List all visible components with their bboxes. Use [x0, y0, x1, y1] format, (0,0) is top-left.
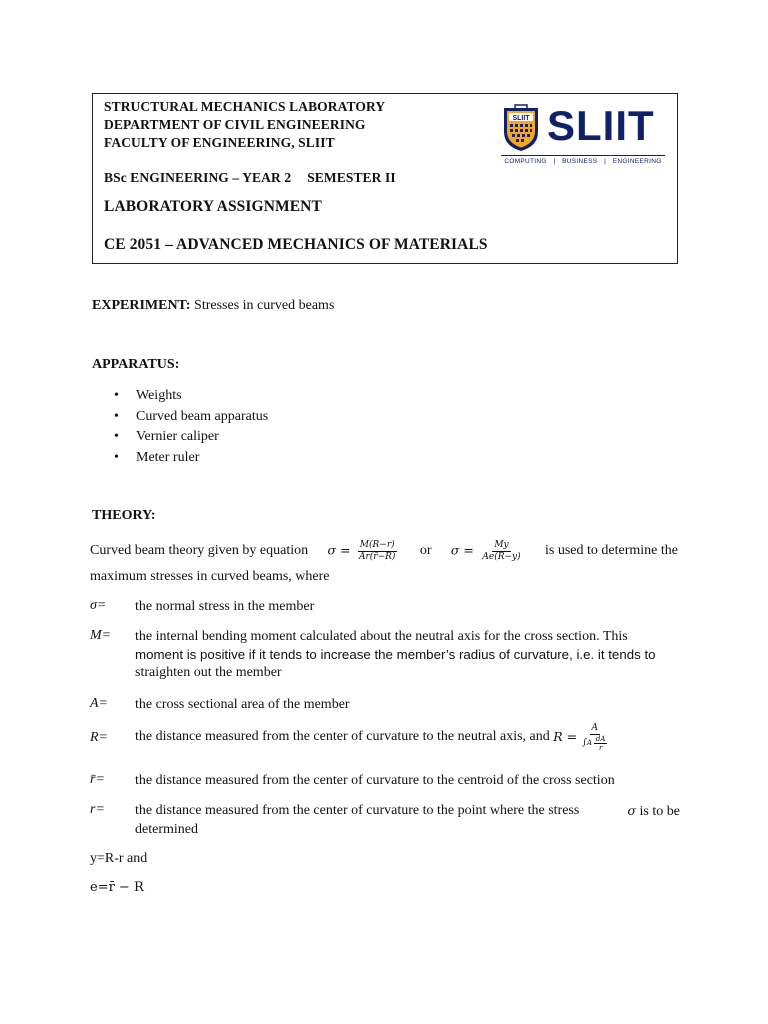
tagline-business: BUSINESS [562, 158, 598, 165]
header-box [92, 93, 678, 264]
eq1-fraction [357, 540, 397, 563]
dA: dA [595, 734, 606, 743]
experiment-value: Stresses in curved beams [194, 298, 335, 313]
or-text: or [419, 543, 432, 558]
apparatus-heading: APPARATUS: [92, 357, 180, 372]
apparatus-list [114, 388, 268, 470]
intro-line-1 [90, 535, 678, 567]
semester-label: SEMESTER II [307, 170, 396, 185]
list-item: • Weights [114, 388, 268, 409]
moment-line-1: the internal bending moment calculated about the neutral axis for the cross section. This [135, 629, 628, 644]
intro-before: Curved beam theory given by equation [90, 543, 309, 558]
sliit-wordmark: SLIIT [547, 102, 655, 149]
def-text-radius [135, 722, 680, 752]
theory-heading: THEORY: [92, 508, 156, 523]
def-symbol-moment: M= [90, 628, 112, 643]
r-line-1 [135, 802, 680, 821]
integral-sub: A [586, 738, 592, 747]
intro-line-2: maximum stresses in curved beams, where [90, 569, 330, 584]
eq2-lhs: σ = [450, 542, 474, 558]
eq2-numerator: My [494, 539, 509, 550]
r-eq-denominator [580, 735, 609, 752]
radius-text: the distance measured from the center of curvature to the neutral axis, and [135, 729, 550, 745]
experiment-label: EXPERIMENT: [92, 298, 191, 313]
def-text-moment [135, 628, 680, 682]
sliit-logo [501, 104, 667, 164]
intro-after: is used to determine the [545, 543, 678, 558]
logo-tagline [501, 158, 665, 165]
equation-1 [328, 540, 401, 563]
r-den: r [599, 743, 603, 752]
faculty-name: FACULTY OF ENGINEERING, SLIIT [104, 135, 335, 150]
moment-line-2: moment is positive if it tends to increase the member’s radius of curvature, i.e. it tends to [135, 647, 656, 662]
eq1-lhs: σ = [327, 542, 351, 558]
sliit-crest-icon [501, 104, 541, 152]
department-name: DEPARTMENT OF CIVIL ENGINEERING [104, 117, 366, 132]
equation-2 [451, 540, 526, 563]
eq1-numerator: M(R−r) [359, 539, 395, 550]
r-eq-numerator: A [591, 722, 599, 733]
def-symbol-sigma: σ= [90, 598, 107, 613]
list-item: • Curved beam apparatus [114, 409, 268, 430]
y-definition: y=R-r and [90, 851, 148, 866]
experiment-line [92, 298, 334, 314]
r-sigma: σ [627, 803, 637, 818]
dA-over-r [594, 735, 608, 752]
def-text-rbar: the distance measured from the center of curvature to the centroid of the cross section [135, 773, 615, 788]
eq1-denominator: Ar(r̄−R) [358, 551, 396, 562]
course-title: CE 2051 – ADVANCED MECHANICS OF MATERIALS [104, 236, 488, 253]
r-text: the distance measured from the center of curvature to the point where the stress [135, 803, 580, 818]
assignment-title: LABORATORY ASSIGNMENT [104, 198, 322, 215]
moment-line-3: straighten out the member [135, 665, 282, 680]
eq2-denominator: Ae(R−y) [482, 551, 521, 562]
r-eq-lhs: R = [553, 729, 578, 744]
integral-sign: ∫ [582, 737, 587, 748]
program-label: BSc ENGINEERING – YEAR 2 [104, 170, 292, 185]
logo-divider [501, 155, 665, 156]
def-symbol-r: r= [90, 802, 105, 817]
def-text-sigma: the normal stress in the member [135, 599, 315, 614]
r-text-end-wrap [628, 802, 681, 821]
crest-text: SLIIT [512, 115, 530, 122]
e-definition: e=r̄ − R [90, 880, 144, 895]
def-text-area: the cross sectional area of the member [135, 697, 350, 712]
def-symbol-rbar: r̄= [90, 772, 105, 787]
r-line-2: determined [135, 822, 198, 837]
radius-equation [553, 722, 612, 752]
list-item: • Vernier caliper [114, 429, 268, 450]
def-text-r [135, 802, 680, 839]
tagline-separator: | [553, 158, 556, 165]
list-item: • Meter ruler [114, 450, 268, 471]
lab-name: STRUCTURAL MECHANICS LABORATORY [104, 99, 386, 114]
theory-intro [90, 535, 678, 585]
program-line [104, 170, 396, 186]
eq2-fraction [480, 540, 522, 563]
r-eq-fraction [580, 723, 609, 752]
tagline-separator: | [604, 158, 607, 165]
def-symbol-radius: R= [90, 730, 108, 745]
tagline-computing: COMPUTING [504, 158, 547, 165]
tagline-engineering: ENGINEERING [612, 158, 662, 165]
def-symbol-area: A= [90, 696, 108, 711]
r-text-end: is to be [639, 804, 680, 819]
